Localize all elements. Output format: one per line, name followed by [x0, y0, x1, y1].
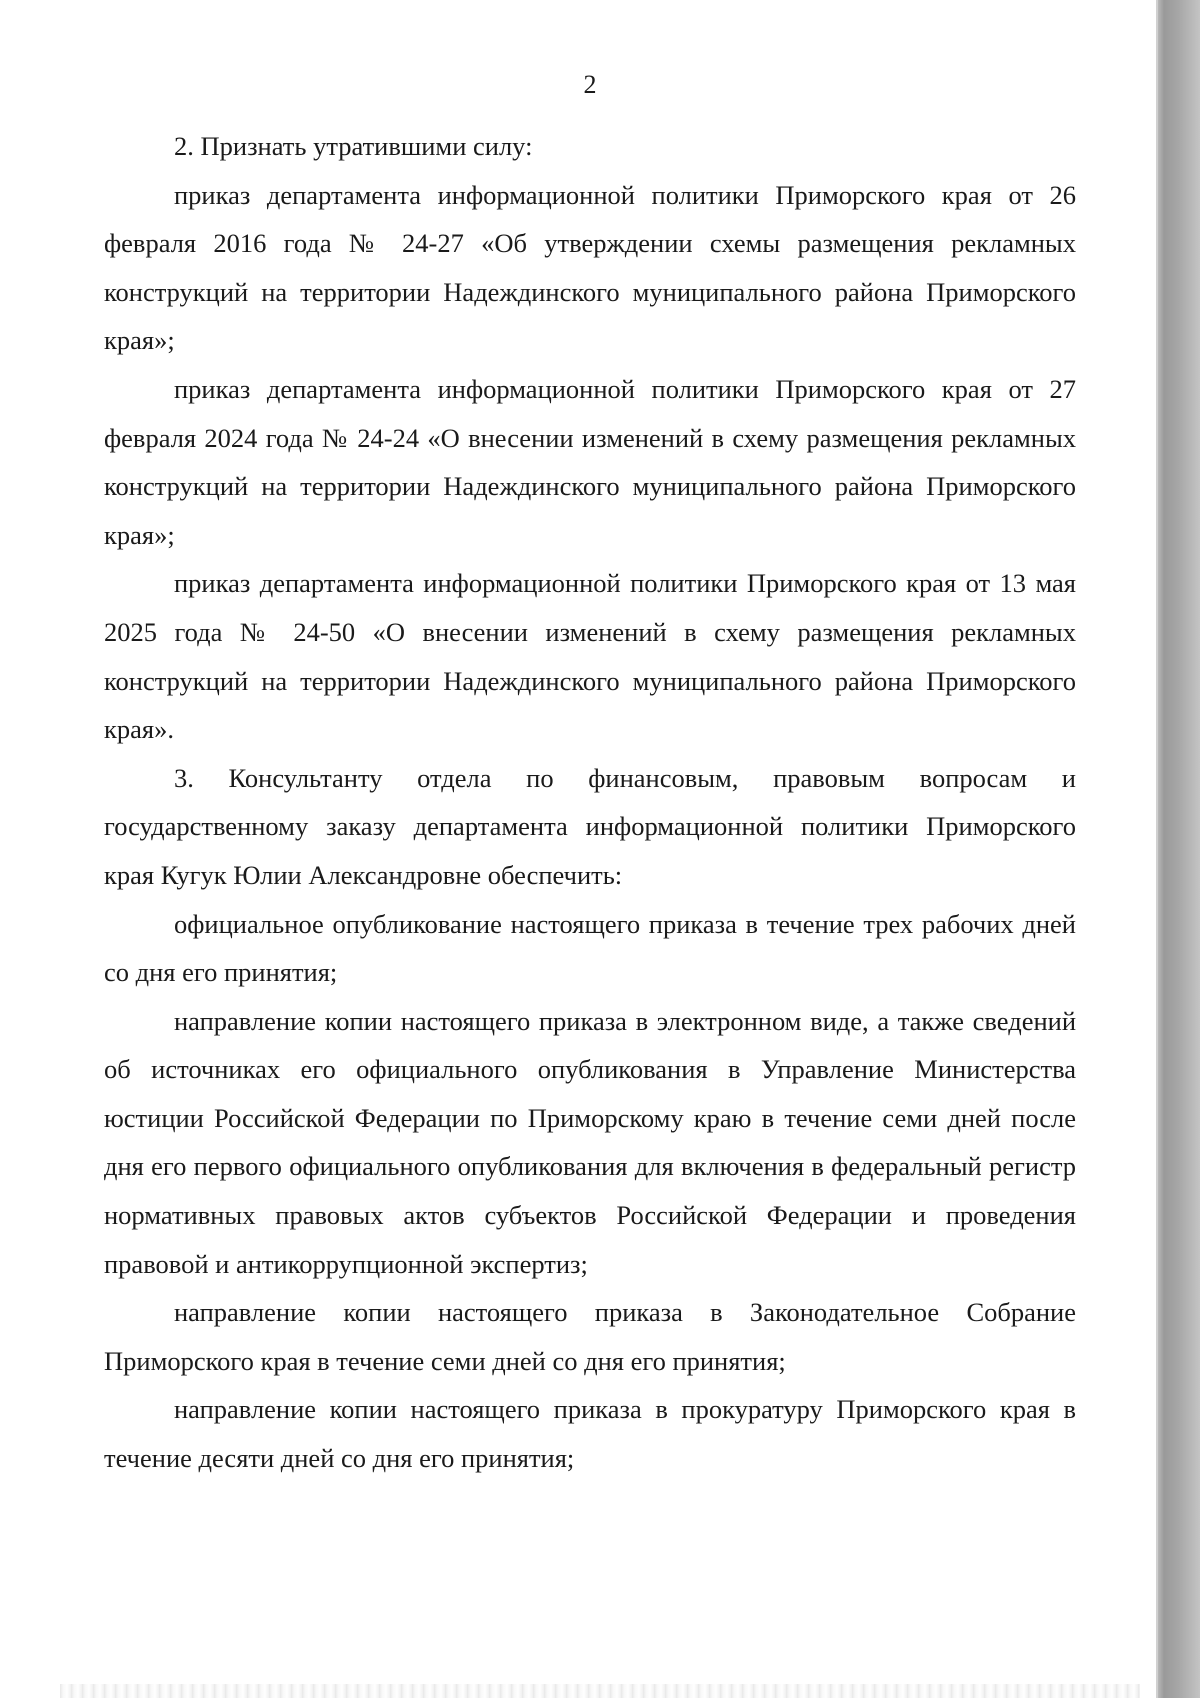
paragraph-official-publication: официальное опубликование настоящего приказа в течение трех рабочих дней со дня его принятия;: [104, 908, 1076, 988]
paragraph-send-to-prosecutor: направление копии настоящего приказа в прокуратуру Приморского края в течение десяти дней со дня его принятия;: [104, 1394, 1076, 1474]
paragraph-repealed-order-2016: приказ департамента информационной политики Приморского края от 26 февраля 2016 года № 24-27 «Об утверждении схемы размещения рекламных конструкций на территории Надеждинского муниципального района Приморского края»;: [104, 179, 1076, 356]
scan-page-edge: [1158, 0, 1200, 1698]
paragraph-repealed-order-2025: приказ департамента информационной политики Приморского края от 13 мая 2025 года № 24-50 «О внесении изменений в схему размещения рекламных конструкций на территории Надеждинского муниципального района Приморского края».: [104, 568, 1076, 745]
paragraph-item-2-heading: 2. Признать утратившими силу:: [174, 131, 533, 161]
paragraph-send-to-legislative-assembly: направление копии настоящего приказа в Законодательное Собрание Приморского края в течение семи дней со дня его принятия;: [104, 1297, 1076, 1376]
paragraph-repealed-order-2024: приказ департамента информационной политики Приморского края от 27 февраля 2024 года № 24-24 «О внесении изменений в схему размещения рекламных конструкций на территории Надеждинского муниципального района Приморского края»;: [104, 373, 1076, 550]
page-number: 2: [583, 70, 597, 99]
paragraph-item-3-heading: 3. Консультанту отдела по финансовым, правовым вопросам и государственному заказу департамента информационной политики Приморского края Кугук Юлии Александровне обеспечить:: [104, 762, 1076, 890]
paragraph-send-to-ministry-of-justice: направление копии настоящего приказа в электронном виде, а также сведений об источниках его официального опубликования в Управление Министерства юстиции Российской Федерации по Приморскому краю в течение семи дней после дня его первого официального опубликования для включения в федеральный регистр нормативных правовых актов субъектов Российской Федерации и проведения правовой и антикоррупционной экспертиз;: [104, 1005, 1076, 1279]
document-body: [104, 122, 1076, 1483]
scan-bottom-noise: [60, 1684, 1140, 1698]
